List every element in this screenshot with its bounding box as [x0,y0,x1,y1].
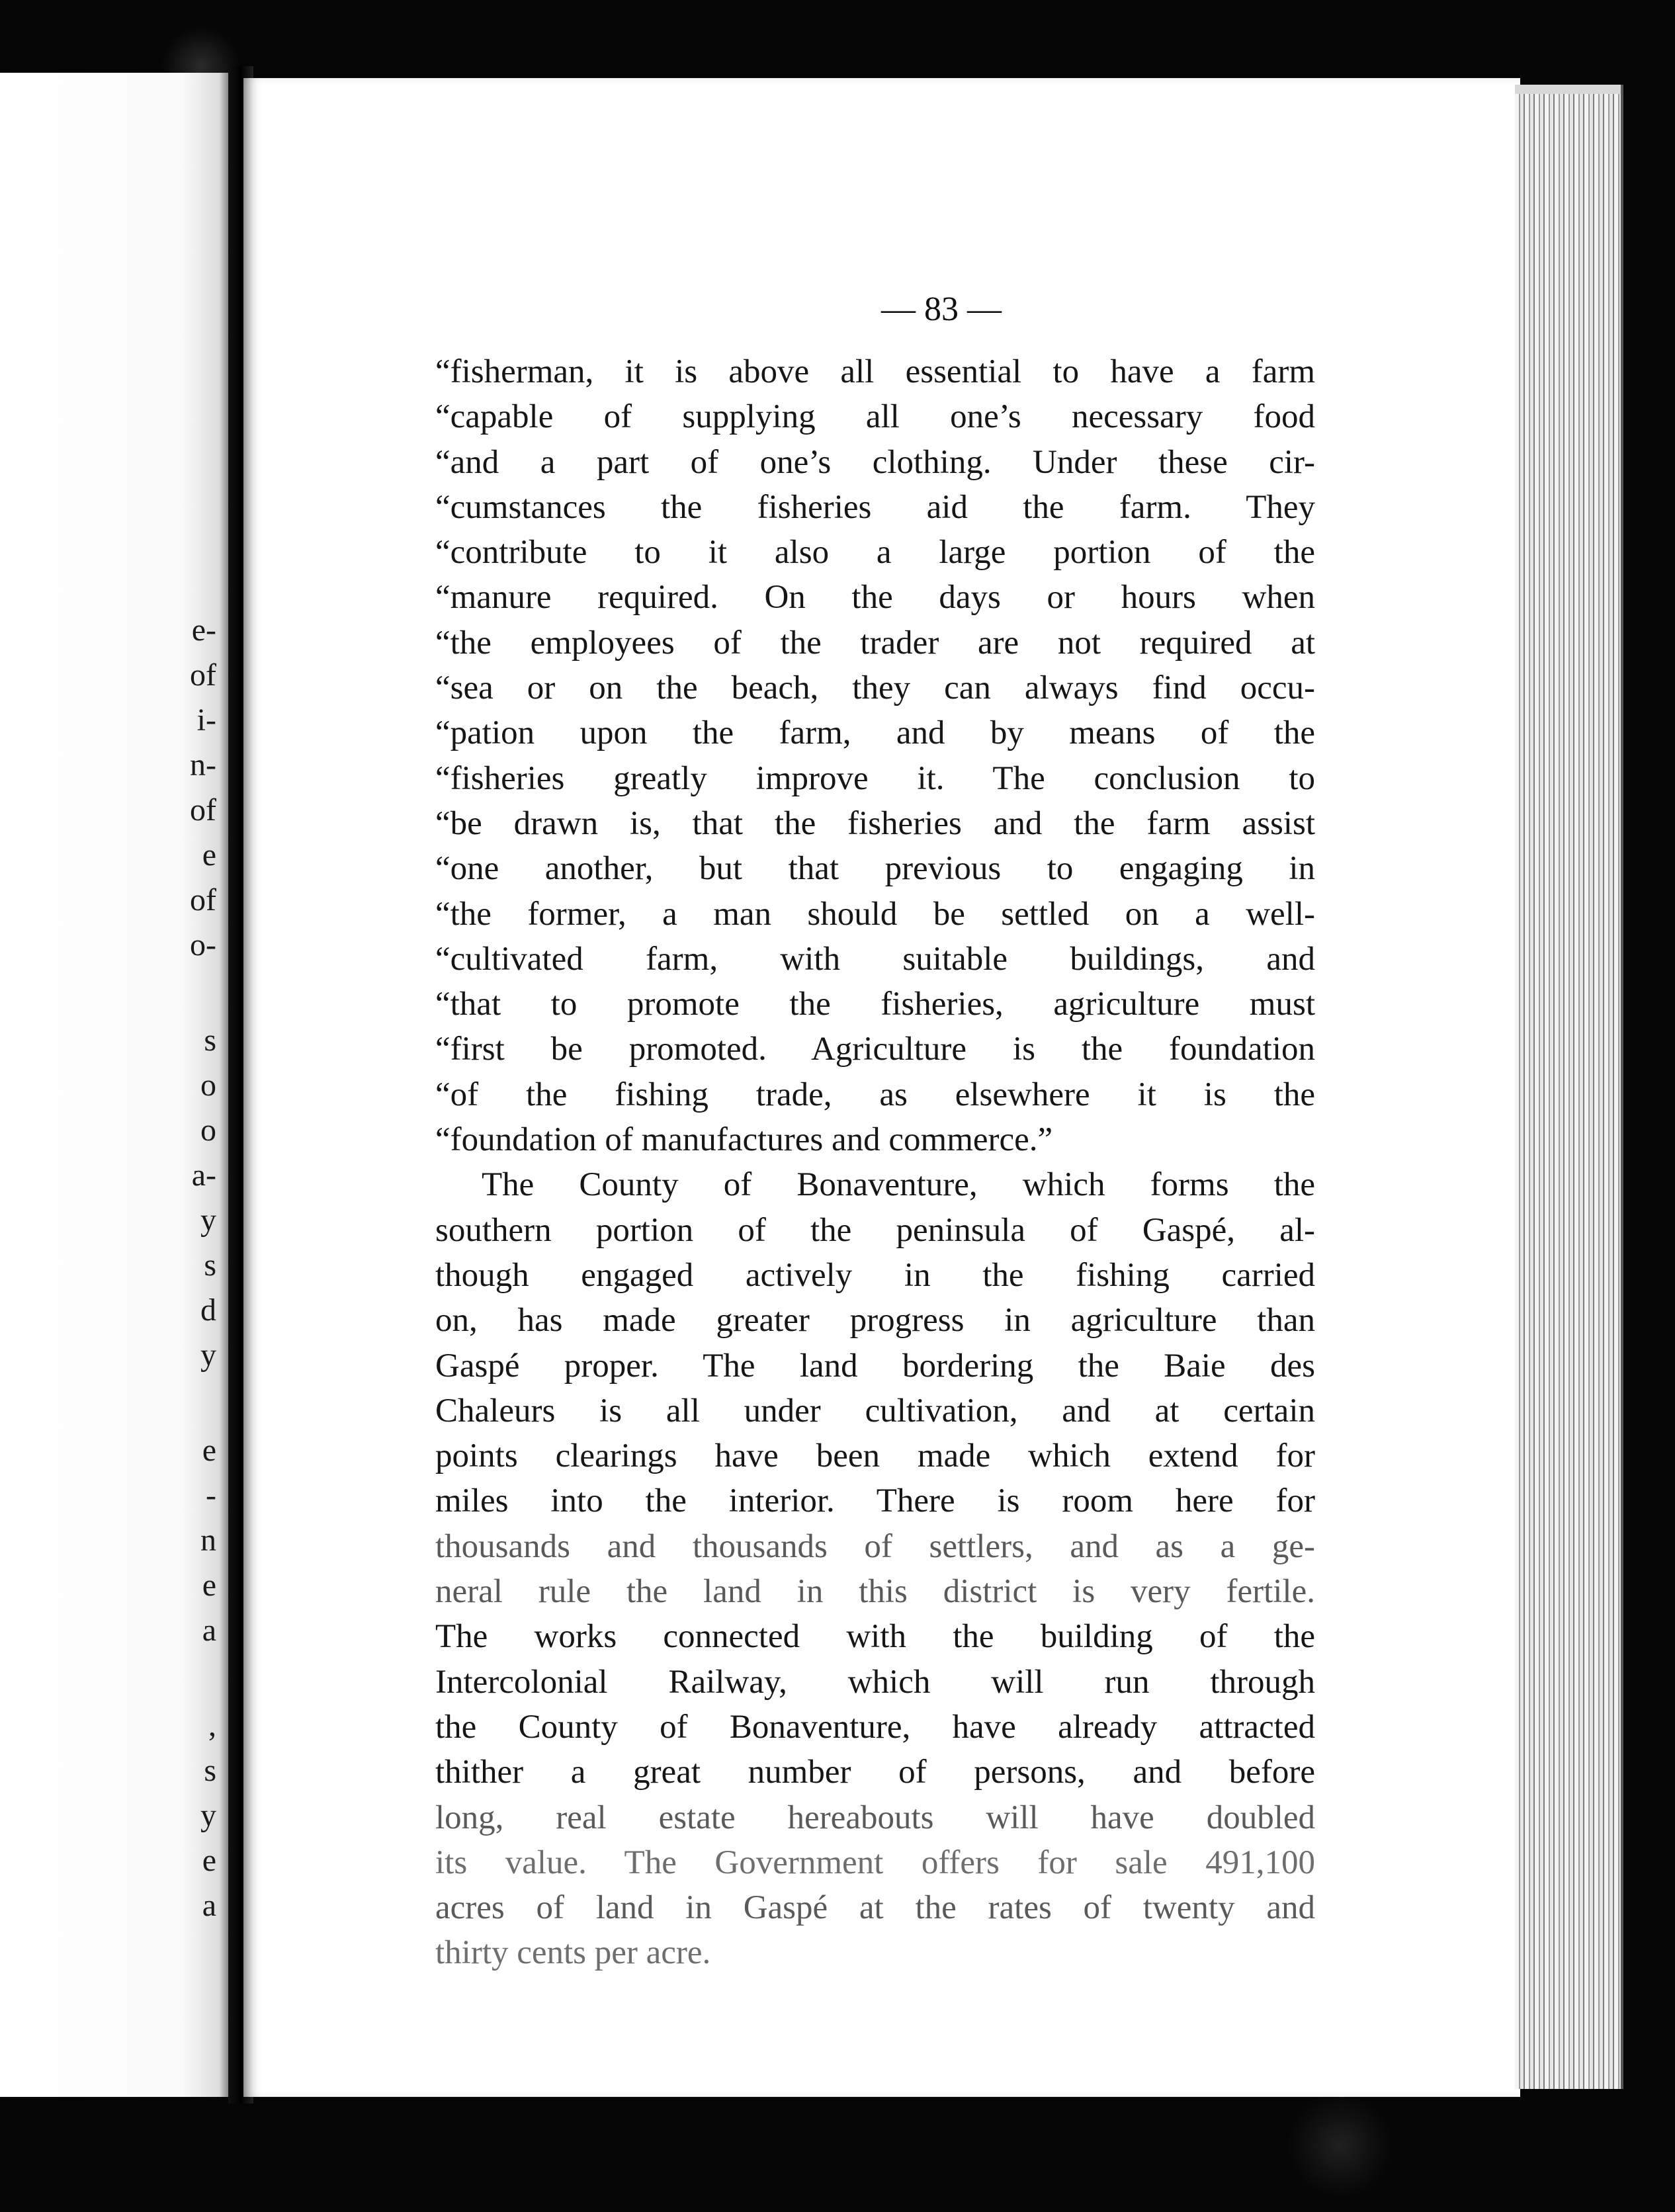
text-line: “cultivated farm, with suitable buildings, and [435,940,1315,978]
text-line: miles into the interior. There is room here for [435,1482,1315,1520]
text-line: “fisheries greatly improve it. The conclusion to [435,759,1315,797]
text-line: “be drawn is, that the fisheries and the farm assist [435,804,1315,842]
left-fragment: of [190,882,216,917]
left-fragment: e [202,1433,216,1468]
text-line: The County of Bonaventure, which forms the [482,1166,1315,1204]
left-page-text-fragments [0,73,228,2097]
text-line: points clearings have been made which extend for [435,1437,1315,1475]
text-line: “that to promote the fisheries, agriculture must [435,986,1315,1023]
text-line: “sea or on the beach, they can always find occu- [435,669,1315,707]
left-fragment: n [200,1523,216,1558]
text-line: acres of land in Gaspé at the rates of twenty and [435,1889,1315,1927]
left-fragment: y [200,1798,216,1833]
text-line: “the employees of the trader are not required at [435,624,1315,661]
left-fragment: e [202,1843,216,1878]
left-fragment: i- [196,702,216,738]
text-line: “the former, a man should be settled on a well- [435,895,1315,933]
left-fragment: e- [191,613,216,648]
left-fragment: y [200,1338,216,1373]
text-line: “fisherman, it is above all essential to have a farm [435,353,1315,390]
text-line: “foundation of manufactures and commerce.” [435,1121,1053,1159]
text-line: neral rule the land in this district is very fertile. [435,1573,1315,1611]
left-facing-page [0,73,228,2097]
left-fragment: e [202,837,216,872]
text-line: the County of Bonaventure, have already attracted [435,1708,1315,1746]
left-fragment: , [208,1708,216,1743]
text-line: “capable of supplying all one’s necessary food [435,398,1315,436]
left-fragment: o [200,1113,216,1148]
left-fragment: e [202,1568,216,1603]
text-line: “manure required. On the days or hours when [435,579,1315,617]
left-fragment: - [206,1478,216,1513]
text-line: “cumstances the fisheries aid the farm. They [435,488,1315,526]
text-line: The works connected with the building of the [435,1618,1315,1656]
left-fragment: s [204,1753,216,1788]
right-page [243,78,1520,2097]
left-fragment: n- [190,747,216,783]
text-line: Intercolonial Railway, which will run through [435,1663,1315,1701]
text-line: thither a great number of persons, and before [435,1754,1315,1791]
text-line: its value. The Government offers for sale 491,100 [435,1844,1315,1881]
quote-paragraph [435,349,1315,1162]
text-line: though engaged actively in the fishing carried [435,1256,1315,1294]
page-block-top-edge [1515,85,1621,94]
left-fragment: d [200,1293,216,1328]
page-block-edges [1515,85,1623,2089]
left-fragment: of [190,658,216,693]
text-line: thousands and thousands of settlers, and as a ge- [435,1527,1315,1565]
left-fragment: o- [190,927,216,962]
left-fragment: a [202,1888,216,1923]
page-number: — 83 — [881,290,1002,328]
left-fragment: o [200,1068,216,1103]
left-fragment: a- [191,1158,216,1193]
text-line: Chaleurs is all under cultivation, and at certain [435,1392,1315,1429]
text-line: thirty cents per acre. [435,1934,711,1972]
text-line: “pation upon the farm, and by means of the [435,714,1315,752]
text-line: Gaspé proper. The land bordering the Baie des [435,1347,1315,1384]
text-line: southern portion of the peninsula of Gaspé, al- [435,1211,1315,1249]
left-fragment: of [190,792,216,828]
county-paragraph [435,1162,1315,1975]
left-fragment: s [204,1023,216,1058]
text-line: “one another, but that previous to engaging in [435,850,1315,888]
page-body-text [435,349,1315,1976]
left-fragment: s [204,1248,216,1283]
text-line: on, has made greater progress in agriculture than [435,1302,1315,1340]
text-line: “and a part of one’s clothing. Under these cir- [435,443,1315,481]
text-line: “first be promoted. Agriculture is the foundation [435,1031,1315,1068]
text-line: “contribute to it also a large portion of the [435,534,1315,572]
text-line: “of the fishing trade, as elsewhere it is the [435,1076,1315,1113]
text-line: long, real estate hereabouts will have doubled [435,1799,1315,1836]
left-fragment: y [200,1203,216,1238]
left-fragment: a [202,1613,216,1648]
